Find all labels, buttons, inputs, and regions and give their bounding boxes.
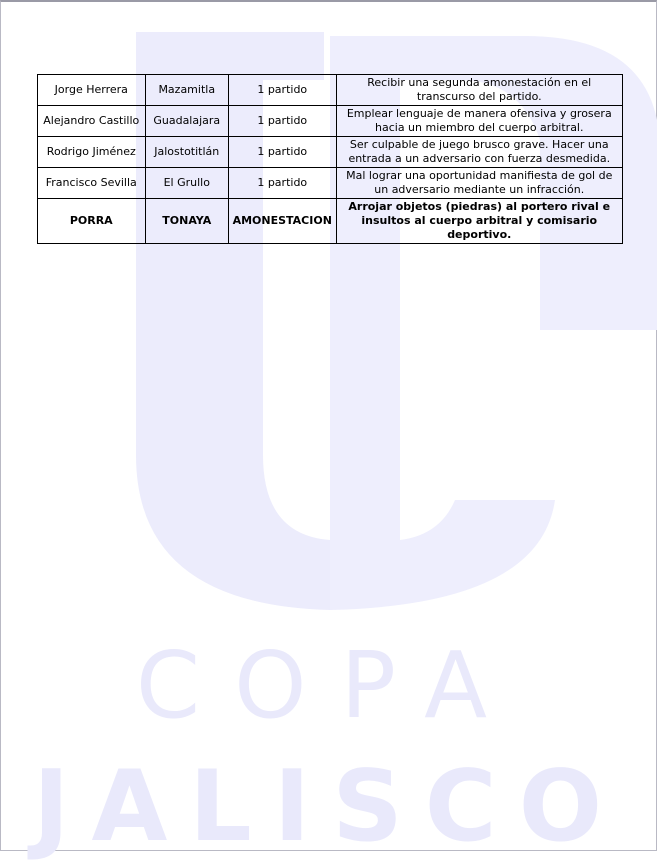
penalty-cell: 1 partido xyxy=(228,168,336,199)
player-name-cell: Rodrigo Jiménez xyxy=(38,137,146,168)
team-cell: Jalostotitlán xyxy=(145,137,228,168)
penalty-cell: AMONESTACION xyxy=(228,199,336,244)
penalty-cell: 1 partido xyxy=(228,75,336,106)
team-cell: Guadalajara xyxy=(145,106,228,137)
table-row xyxy=(38,199,623,244)
player-name-cell: Francisco Sevilla xyxy=(38,168,146,199)
penalty-cell: 1 partido xyxy=(228,106,336,137)
penalty-cell: 1 partido xyxy=(228,137,336,168)
team-cell: El Grullo xyxy=(145,168,228,199)
table-row xyxy=(38,75,623,106)
table-row xyxy=(38,137,623,168)
player-name-cell: PORRA xyxy=(38,199,146,244)
reason-cell: Ser culpable de juego brusco grave. Hacer una entrada a un adversario con fuerza desmedida. xyxy=(336,137,622,168)
reason-cell: Mal lograr una oportunidad manifiesta de gol de un adversario mediante un infracción. xyxy=(336,168,622,199)
reason-cell: Recibir una segunda amonestación en el transcurso del partido. xyxy=(336,75,622,106)
team-cell: TONAYA xyxy=(145,199,228,244)
reason-cell: Arrojar objetos (piedras) al portero rival e insultos al cuerpo arbitral y comisario deportivo. xyxy=(336,199,622,244)
table-row xyxy=(38,168,623,199)
player-name-cell: Alejandro Castillo xyxy=(38,106,146,137)
sanctions-table xyxy=(37,74,623,244)
watermark-jalisco-text: JALISCO xyxy=(32,750,625,864)
player-name-cell: Jorge Herrera xyxy=(38,75,146,106)
team-cell: Mazamitla xyxy=(145,75,228,106)
watermark-copa-text: COPA xyxy=(135,632,522,739)
reason-cell: Emplear lenguaje de manera ofensiva y grosera hacia un miembro del cuerpo arbitral. xyxy=(336,106,622,137)
table-row xyxy=(38,106,623,137)
